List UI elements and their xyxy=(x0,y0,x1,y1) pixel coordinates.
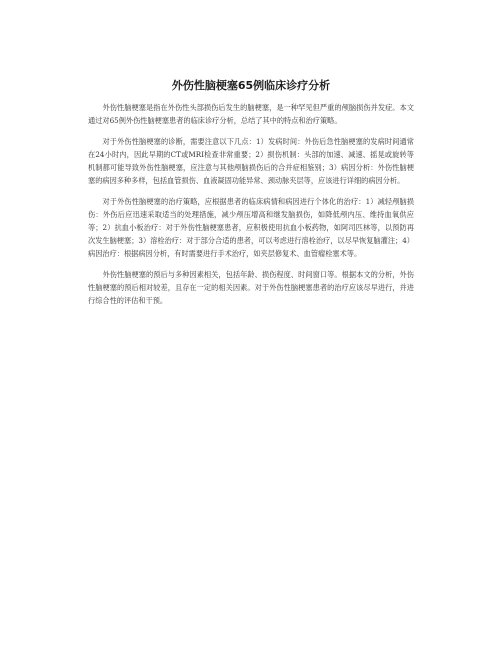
paragraph-intro: 外伤性脑梗塞是指在外伤性头部损伤后发生的脑梗塞，是一种罕见但严重的颅脑损伤并发症。本文通过对65例外伤性脑梗塞患者的临床诊疗分析，总结了其中的特点和治疗策略。 xyxy=(88,103,414,125)
paragraph-treatment: 对于外伤性脑梗塞的治疗策略，应根据患者的临床病情和病因进行个体化的治疗：1）减轻颅脑损伤：外伤后应迅速采取适当的处理措施，减少颅压增高和继发脑损伤，如降低颅内压、维持血氧供应等；2）抗血小板治疗：对于外伤性脑梗塞患者，应积极使用抗血小板药物，如阿司匹林等，以预防再次发生脑梗塞；3）溶栓治疗：对于部分合适的患者，可以考虑进行溶栓治疗，以尽早恢复脑灌注；4）病因治疗：根据病因分析，有时需要进行手术治疗，如夹层修复术、血管瘤栓塞术等。 xyxy=(88,197,414,258)
paragraph-diagnosis: 对于外伤性脑梗塞的诊断，需要注意以下几点：1）发病时间：外伤后急性脑梗塞的发病时间通常在24小时内，因此早期的CT或MRI检查非常重要；2）损伤机制：头部的加速、减速、摇晃或旋转等机制都可能导致外伤性脑梗塞，应注意与其他颅脑损伤后的合并症相鉴别；3）病因分析：外伤性脑梗塞的病因多种多样，包括血管损伤、血液凝固功能异常、颈动脉夹层等，应该进行详细的病因分析。 xyxy=(88,137,414,185)
document-title: 外伤性脑梗塞65例临床诊疗分析 xyxy=(171,79,331,92)
paragraph-prognosis: 外伤性脑梗塞的预后与多种因素相关，包括年龄、损伤程度、时间窗口等。根据本文的分析，外伤性脑梗塞的预后相对较差，且存在一定的相关因素。对于外伤性脑梗塞患者的治疗应该尽早进行，并进行综合性的评估和干预。 xyxy=(88,270,414,305)
document-body xyxy=(88,101,414,315)
